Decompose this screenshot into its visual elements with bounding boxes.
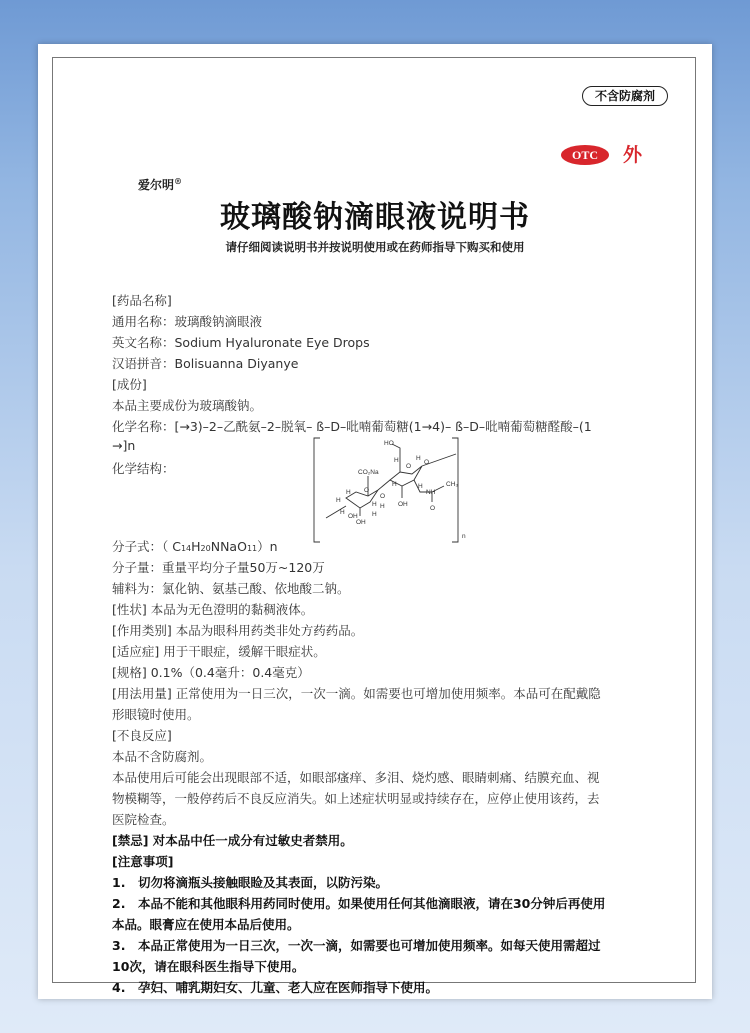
struct-h-10: H: [380, 503, 385, 510]
molecular-weight: 分子量：重量平均分子量50万~120万: [112, 560, 325, 575]
formula-o-count: 11: [246, 544, 258, 553]
indications: [适应症] 用于干眼症，缓解干眼症状。: [112, 644, 326, 659]
section-ingredients: [成份]: [112, 377, 147, 392]
struct-o-bridge: O: [380, 493, 386, 500]
precaution-2: 2. 本品不能和其他眼科用药同时使用。如果使用任何其他滴眼液，请在30分钟后再使用: [112, 896, 606, 911]
struct-ch3: CH₃: [446, 481, 459, 488]
adverse-text-1: 本品使用后可能会出现眼部不适，如眼部瘙痒、多泪、烧灼感、眼睛刺痛、结膜充血、视: [112, 770, 600, 785]
otc-badge: OTC: [561, 145, 609, 165]
struct-repeat-n: n: [462, 533, 466, 540]
struct-o-carbonyl: O: [430, 505, 436, 512]
chemical-name: 化学名称：[→3)–2–乙酰氨–2–脱氧– ß–D–吡喃葡萄糖(1→4)– ß–D–吡喃葡萄糖醛酸–(1: [112, 419, 592, 434]
struct-h-3: H: [392, 481, 397, 488]
struct-h-4: H: [418, 483, 423, 490]
struct-oh-2: OH: [348, 513, 358, 520]
external-use-mark: 外: [623, 144, 643, 166]
struct-o-ring1: O: [364, 487, 370, 494]
excipients: 辅料为：氯化钠、氨基己酸、依地酸二钠。: [112, 581, 350, 596]
formula-h-count: 20: [200, 544, 211, 553]
main-ingredient: 本品主要成份为玻璃酸钠。: [112, 398, 263, 413]
struct-nh: NH: [426, 489, 436, 496]
formula-rest: NNaO: [210, 539, 247, 554]
precaution-2-cont: 本品。眼膏应在使用本品后使用。: [112, 917, 300, 932]
precaution-1: 1. 切勿将滴瓶头接触眼睑及其表面，以防污染。: [112, 875, 388, 890]
dosage: [用法用量] 正常使用为一日三次，一次一滴。如需要也可增加使用频率。本品可在配戴隐: [112, 686, 601, 701]
struct-h-9: H: [372, 511, 377, 518]
formula-c-count: 14: [180, 544, 192, 553]
drug-category: [作用类别] 本品为眼科用药类非处方药药品。: [112, 623, 364, 638]
no-preservative-note: 本品不含防腐剂。: [112, 749, 213, 764]
formula-prefix: 分子式：（ C: [112, 539, 181, 554]
formula-end: ）n: [257, 539, 278, 554]
adverse-text-2: 物模糊等，一般停药后不良反应消失。如上述症状明显或持续存在，应停止使用该药，去: [112, 791, 600, 806]
english-name: 英文名称：Sodium Hyaluronate Eye Drops: [112, 335, 370, 350]
precaution-4: 4. 孕妇、哺乳期妇女、儿童、老人应在医师指导下使用。: [112, 980, 438, 995]
registered-mark: ®: [174, 176, 183, 186]
struct-oh-1: OH: [398, 501, 408, 508]
dosage-cont: 形眼镜时使用。: [112, 707, 200, 722]
precaution-3: 3. 本品正常使用为一日三次，一次一滴，如需要也可增加使用频率。如每天使用需超过: [112, 938, 601, 953]
page-title: 玻璃酸钠滴眼液说明书: [220, 200, 530, 235]
generic-name: 通用名称：玻璃酸钠滴眼液: [112, 314, 263, 329]
section-drug-name: [药品名称]: [112, 293, 172, 308]
section-adverse-reactions: [不良反应]: [112, 728, 172, 743]
struct-h-5: H: [346, 489, 351, 496]
chemical-structure-label: 化学结构：: [112, 461, 175, 476]
adverse-text-3: 医院检查。: [112, 812, 175, 827]
struct-h-8: H: [340, 509, 345, 516]
struct-o-link: O: [424, 459, 430, 466]
formula-h: H: [191, 539, 201, 554]
pinyin-name: 汉语拼音：Bolisuanna Diyanye: [112, 356, 299, 371]
molecular-formula: [112, 537, 278, 555]
contraindications: [禁忌] 对本品中任一成分有过敏史者禁用。: [112, 833, 353, 848]
struct-co2na: CO₂Na: [358, 469, 379, 476]
precaution-3-cont: 10次，请在眼科医生指导下使用。: [112, 959, 305, 974]
struct-o-ring2: O: [406, 463, 412, 470]
struct-h-1: H: [394, 457, 399, 464]
struct-ho-top: HO: [384, 440, 394, 447]
chemical-name-cont: →]n: [112, 438, 136, 453]
struct-h-6: H: [336, 497, 341, 504]
page-subtitle: 请仔细阅读说明书并按说明使用或在药师指导下购买和使用: [225, 240, 525, 254]
brand-name: [138, 176, 182, 193]
leaflet-sheet: [38, 44, 712, 999]
brand-text: 爱尔明: [138, 178, 175, 192]
chemical-structure-diagram: [306, 436, 486, 546]
preservative-free-badge: 不含防腐剂: [582, 86, 668, 106]
specification: [规格] 0.1%（0.4毫升：0.4毫克）: [112, 665, 310, 680]
struct-h-2: H: [416, 455, 421, 462]
struct-oh-3: OH: [356, 519, 366, 526]
section-precautions: [注意事项]: [112, 854, 174, 869]
description: [性状] 本品为无色澄明的黏稠液体。: [112, 602, 314, 617]
struct-h-7: H: [372, 501, 377, 508]
